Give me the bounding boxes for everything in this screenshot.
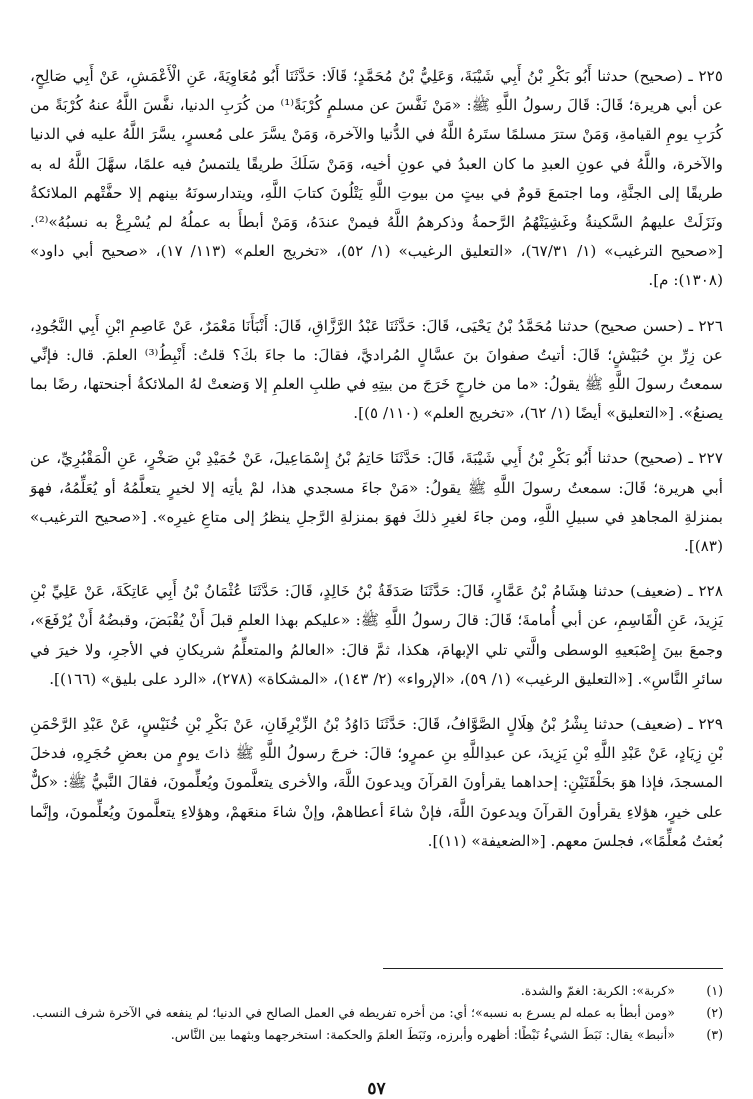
hadith-entry-225: ٢٢٥ ـ (صحيح) حدثنا أَبُو بَكْرِ بْنُ أَبِي شَيْبَةَ، وَعَلِيُّ بْنُ مُحَمَّدٍ؛ قَالَا: حَدَّثَنَا أَبُو مُعَاوِيَةَ، عَنِ الْأَعْمَشِ، عَنْ أَبِي صَالِحٍ، عن أبي هريرة؛ قَالَ: قَالَ رسولُ اللَّهِ ﷺ: «مَنْ نَفَّسَ عن مسلمٍ كُرْبَةً⁽¹⁾ من كُرَبِ الدنيا، نفَّسَ اللَّهُ عنهُ كُرْبَةً من كُرَبِ يومِ القيامةِ، وَمَنْ سترَ مسلمًا ستَرهُ اللَّهُ في الدُّنيا والآخرة، وَمَنْ يسَّرَ على مُعسرٍ، يسَّرَ اللَّهُ عليه في الدنيا والآخرة، واللَّهُ في عونِ العبدِ ما كان العبدُ في عونِ أخيه، وَمَنْ سَلَكَ طريقًا يلتمسُ فيه علمًا، سهَّلَ اللَّهُ له به طريقًا إلى الجنَّةِ، وما اجتمعَ قومٌ في بيتٍ من بيوتِ اللَّهِ يَتْلُونَ كتابَ اللَّهِ، ويتدارسونَهُ بينهم إلا حفَّتْهم الملائكةُ ونَزَلَتْ عليهمُ السَّكينةُ وغَشِيَتْهُمُ الرَّحمةُ وذكرهمُ اللَّهُ فيمنْ عندَهُ، وَمَنْ أبطأَ به عملُهُ لم يُسْرِعْ به نسبُهُ»⁽²⁾. [«صحيح الترغيب» (١/ ٦٧/٣١)، «التعليق الرغيب» (١/ ٥٢)، «تخريج العلم» (١١٣/ ١٧)، «صحيح أبي داود» (١٣٠٨): م].	[30, 67, 723, 290]
footnote-2	[30, 1002, 723, 1024]
footnotes	[30, 980, 723, 1046]
footnote-text: «ومن أبطأ به عمله لم يسرع به نسبه»؛ أي: من أخره تفريطه في العمل الصالح في الدنيا؛ لم ينفعه في الآخرة شرف النسب.	[31, 1005, 675, 1020]
hadith-entry-227: ٢٢٧ ـ (صحيح) حدثنا أَبُو بَكْرِ بْنُ أَبِي شَيْبَةَ، قَالَ: حَدَّثَنَا حَاتِمُ بْنُ إِسْمَاعِيلَ، عَنْ حُمَيْدِ بْنِ صَخْرٍ، عَنِ الْمَقْبُرِيِّ، عن أبي هريرة؛ قَالَ: سمعتُ رسولَ اللَّهِ ﷺ يقولُ: «مَنْ جاءَ مسجدي هذا، لمْ يأتِه إلا لخيرٍ يتعلَّمُهُ أو يُعَلِّمُهُ، فهوَ بمنزلةِ المجاهدِ في سبيلِ اللَّهِ، ومن جاءَ لغيرِ ذلكَ فهوَ بمنزلةِ الرَّجلِ ينظرُ إلى متاعِ غيرِه». [«صحيح الترغيب» (٨٣)].	[30, 449, 723, 556]
footnote-3	[30, 1024, 723, 1046]
footnote-number: (٣)	[706, 1027, 723, 1042]
footnote-number: (٢)	[706, 1005, 723, 1020]
footnote-number: (١)	[706, 983, 723, 998]
book-page	[30, 62, 723, 1099]
footnote-divider	[383, 968, 723, 969]
hadith-entry-228: ٢٢٨ ـ (ضعيف) حدثنا هِشَامُ بْنُ عَمَّارٍ، قَالَ: حَدَّثَنَا صَدَقَةُ بْنُ خَالِدٍ، قَالَ: حَدَّثَنَا عُثْمَانُ بْنُ أَبِي عَاتِكَةَ، عَنْ عَلِيِّ بْنِ يَزِيدَ، عَنِ الْقَاسِمِ، عن أبي أُمامةَ؛ قَالَ: قالَ رسولُ اللَّهِ ﷺ: «عليكم بهذا العلمِ قبلَ أَنْ يُقْبَضَ، وقبضُهُ أَنْ يُرْفَعَ»، وجمعَ بينَ إِصْبَعيهِ الوسطى والَّتي تلي الإبهامَ، هكذا، ثمَّ قالَ: «العالمُ والمتعلِّمُ شريكانِ في الأجرِ، ولا خيرَ في سائرِ النَّاسِ». [«التعليق الرغيب» (١/ ٥٩)، «الإرواء» (٢/ ١٤٣)، «المشكاة» (٢٧٨)، «الرد على بليق» (١٦٦)].	[30, 582, 723, 688]
footnote-1	[30, 980, 723, 1002]
page-number: ٥٧	[367, 1079, 386, 1099]
hadith-entry-229: ٢٢٩ ـ (ضعيف) حدثنا بِشْرُ بْنُ هِلَالٍ الصَّوَّافُ، قَالَ: حَدَّثَنَا دَاوُدُ بْنُ الزِّبْرِقَانِ، عَنْ بَكْرِ بْنِ خُنَيْسٍ، عَنْ عَبْدِ الرَّحْمَنِ بْنِ زِيَادٍ، عَنْ عَبْدِ اللَّهِ بْنِ يَزِيدَ، عن عبدِاللَّهِ بنِ عمرٍو؛ قالَ: خرجَ رسولُ اللَّهِ ﷺ ذاتَ يومٍ من بعضِ حُجَرِهِ، فدخلَ المسجدَ، فإذا هوَ بحَلْقَتَيْنِ: إحداهما يقرأونَ القرآنَ ويدعونَ اللَّهَ، والأخرى يتعلَّمونَ ويُعلِّمونَ، فقالَ النَّبيُّ ﷺ: «كلٌّ على خيرٍ، هؤلاءِ يقرأونَ القرآنَ ويدعونَ اللَّهَ، فإنْ شاءَ أعطاهمْ، وإنْ شاءَ منعَهمْ، وهؤلاءِ يتعلَّمونَ ويُعلِّمونَ، وإنَّما بُعثتُ مُعلِّمًا»، فجلسَ معهم. [«الضعيفة» (١١)].	[30, 715, 723, 850]
footnote-text: «أنبط» يقال: نَبَطَ الشيءُ نَبْطًا: أظهره وأبرزه، ونَبَطَ العلمَ والحكمة: استخرجهما وبثهما بين النَّاس.	[170, 1027, 675, 1042]
hadith-entry-226: ٢٢٦ ـ (حسن صحيح) حدثنا مُحَمَّدُ بْنُ يَحْيَى، قَالَ: حَدَّثَنَا عَبْدُ الرَّزَّاقِ، قَالَ: أَنْبَأَنَا مَعْمَرٌ، عَنْ عَاصِمِ ابْنِ أَبِي النَّجُودِ، عن زِرِّ بنِ حُبَيْشٍ؛ قَالَ: أتيتُ صفوانَ بنَ عسَّالٍ المُراديَّ، فقالَ: ما جاءَ بكَ؟ قلتُ: أَنْبِطُ⁽³⁾ العلمَ. قال: فإنِّي سمعتُ رسولَ اللَّهِ ﷺ يقولُ: «ما من خارجٍ خَرَجَ من بيتِهِ في طلبِ العلمِ إلا وَضعتْ لهُ الملائكةُ أجنحتها، رضًا بما يصنعُ». [«التعليق» أيضًا (١/ ٦٢)، «تخريج العلم» (١١٠/ ٥)].	[30, 316, 723, 423]
footnote-text: «كربة»: الكربة: الغمّ والشدة.	[520, 983, 675, 998]
